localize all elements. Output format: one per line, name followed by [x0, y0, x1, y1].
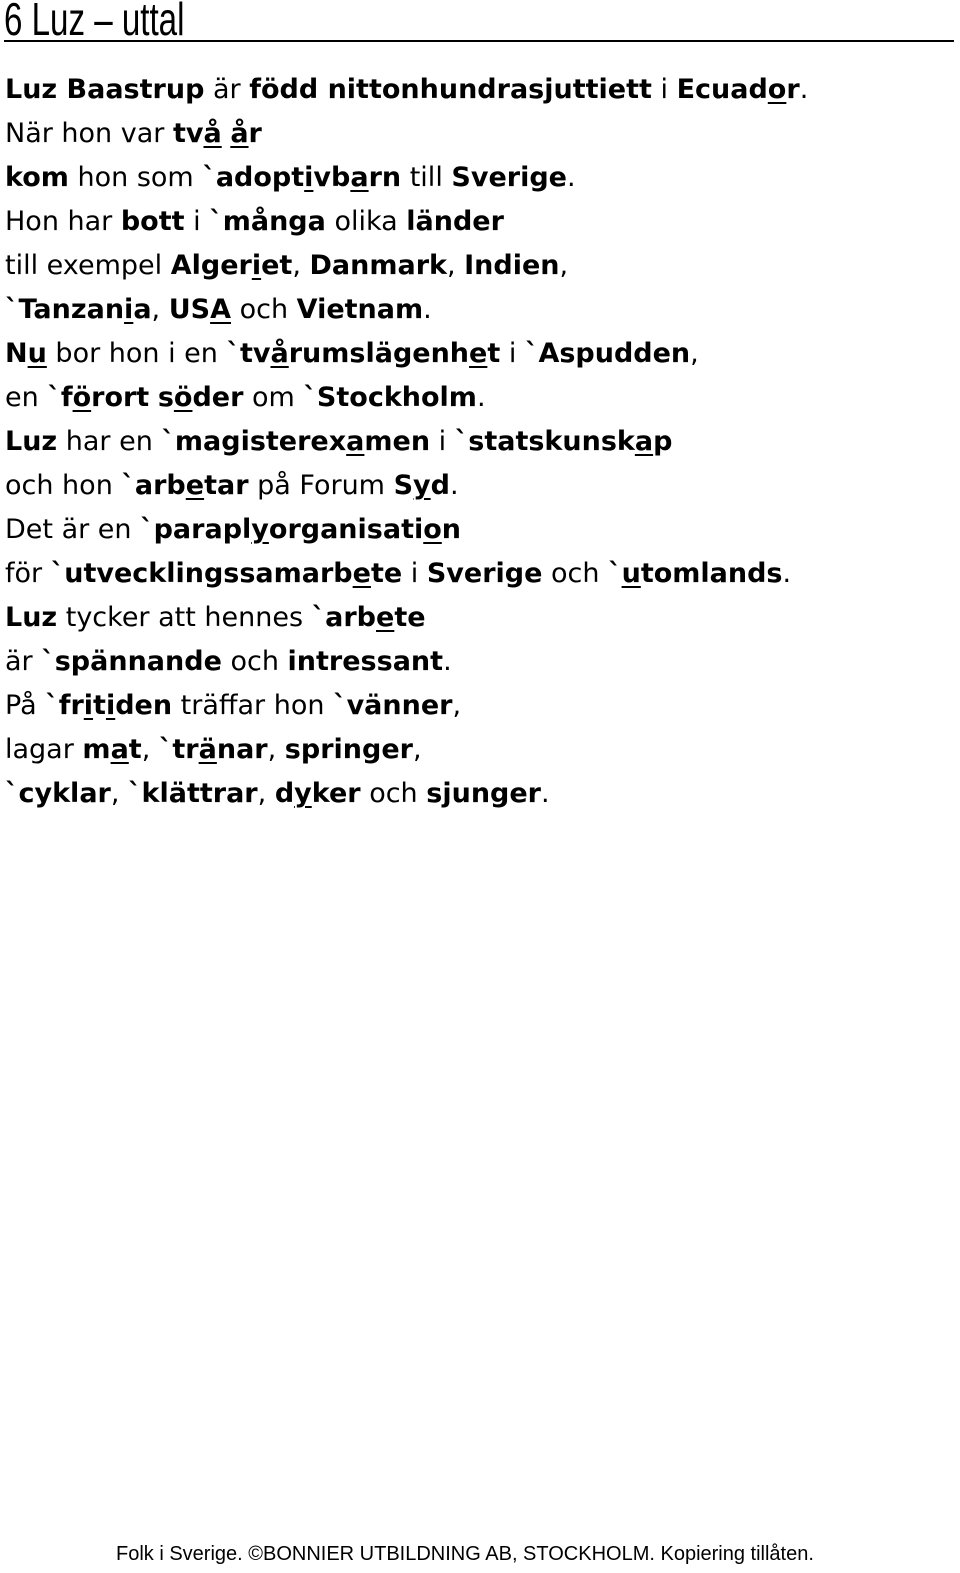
emphasized-word: den: [115, 690, 173, 721]
text-segment: ,: [412, 734, 422, 765]
emphasized-word: `fr: [45, 690, 84, 721]
text-segment: ,: [267, 734, 285, 765]
stressed-letter: A: [210, 294, 231, 325]
emphasized-word: `magisterex: [161, 426, 347, 457]
text-line: [5, 508, 955, 552]
text-line: [5, 376, 955, 420]
text-segment: och: [542, 558, 609, 589]
emphasized-word: men: [364, 426, 431, 457]
text-segment: olika: [325, 206, 407, 237]
stressed-letter: i: [83, 690, 94, 721]
stressed-letter: e: [185, 470, 205, 501]
stressed-letter: e: [469, 338, 488, 369]
emphasized-word: s: [157, 382, 174, 413]
emphasized-word: d: [274, 778, 295, 809]
stressed-letter: y: [413, 470, 431, 501]
text-segment: träffar hon: [172, 690, 334, 721]
emphasized-word: Ecuad: [676, 74, 768, 105]
emphasized-word: Sverige: [451, 162, 567, 193]
text-segment: till: [401, 162, 452, 193]
emphasized-word: Luz: [5, 602, 58, 633]
emphasized-word: `Stockholm: [303, 382, 477, 413]
emphasized-word: `spännande: [41, 646, 222, 677]
emphasized-word: `många: [209, 206, 326, 237]
text-line: [5, 68, 955, 112]
text-segment: till exempel: [5, 250, 171, 281]
text-segment: .: [443, 646, 452, 677]
stressed-letter: e: [352, 558, 371, 589]
text-line: [5, 596, 955, 640]
text-segment: och: [360, 778, 427, 809]
text-segment: ,: [559, 250, 569, 281]
stressed-letter: i: [124, 294, 134, 325]
text-line: [5, 420, 955, 464]
text-segment: .: [799, 74, 809, 105]
stressed-letter: a: [110, 734, 129, 765]
text-segment: När hon var: [5, 118, 173, 149]
text-segment: [149, 382, 158, 413]
text-segment: i: [430, 426, 455, 457]
stressed-letter: ö: [173, 382, 193, 413]
stressed-letter: y: [294, 778, 312, 809]
emphasized-word: d: [430, 470, 450, 501]
emphasized-word: vb: [313, 162, 351, 193]
emphasized-word: rn: [368, 162, 402, 193]
text-segment: och: [231, 294, 297, 325]
emphasized-word: `cyklar: [5, 778, 111, 809]
text-segment: .: [476, 382, 486, 413]
emphasized-word: rumslägenh: [288, 338, 470, 369]
text-segment: På: [5, 690, 46, 721]
emphasized-word: et: [261, 250, 293, 281]
emphasized-word: Luz: [5, 426, 58, 457]
text-segment: i: [402, 558, 427, 589]
emphasized-word: bott: [120, 206, 185, 237]
emphasized-word: `Tanzan: [5, 294, 125, 325]
emphasized-word: `tv: [226, 338, 271, 369]
emphasized-word: `f: [47, 382, 73, 413]
text-line: [5, 288, 955, 332]
text-segment: .: [423, 294, 432, 325]
text-segment: bor hon i en: [46, 338, 227, 369]
text-line: [5, 156, 955, 200]
emphasized-word: `utvecklingssamarb: [50, 558, 353, 589]
stressed-letter: a: [350, 162, 369, 193]
emphasized-word: tar: [204, 470, 249, 501]
text-segment: på Forum: [248, 470, 394, 501]
text-segment: .: [449, 470, 459, 501]
emphasized-word: t: [93, 690, 106, 721]
emphasized-word: t: [487, 338, 501, 369]
stressed-letter: i: [105, 690, 116, 721]
stressed-letter: a: [634, 426, 654, 457]
emphasized-word: Luz Baastrup: [5, 74, 205, 105]
stressed-letter: y: [251, 514, 269, 545]
emphasized-word: rort: [91, 382, 150, 413]
text-segment: Det är en: [5, 514, 141, 545]
emphasized-word: Alger: [170, 250, 252, 281]
text-line: [5, 772, 955, 816]
text-line: [5, 464, 955, 508]
emphasized-word: te: [370, 558, 403, 589]
text-segment: Hon har: [5, 206, 121, 237]
emphasized-word: organisati: [268, 514, 424, 545]
emphasized-word: `tr: [158, 734, 199, 765]
emphasized-word: `statskunsk: [454, 426, 635, 457]
text-line: [5, 244, 955, 288]
text-line: [5, 684, 955, 728]
emphasized-word: `Aspudden: [524, 338, 691, 369]
emphasized-word: född nittonhundrasjuttiett: [249, 74, 652, 105]
text-segment: och: [221, 646, 288, 677]
emphasized-word: `vänner: [333, 690, 453, 721]
emphasized-word: tv: [172, 118, 204, 149]
stressed-letter: u: [621, 558, 641, 589]
stressed-letter: e: [376, 602, 395, 633]
emphasized-word: p: [653, 426, 673, 457]
text-line: [5, 640, 955, 684]
text-segment: .: [541, 778, 550, 809]
copyright-footer: Folk i Sverige. ©BONNIER UTBILDNING AB, STOCKHOLM. Kopiering tillåten.: [116, 1543, 814, 1565]
emphasized-word: Danmark: [309, 250, 447, 281]
emphasized-word: r: [248, 118, 262, 149]
emphasized-word: kom: [5, 162, 69, 193]
text-segment: ,: [690, 338, 699, 369]
stressed-letter: å: [203, 118, 222, 149]
text-line: [5, 332, 955, 376]
text-segment: ,: [257, 778, 275, 809]
emphasized-word: t: [128, 734, 142, 765]
text-segment: och hon: [5, 470, 122, 501]
text-segment: .: [566, 162, 576, 193]
emphasized-word: US: [168, 294, 211, 325]
emphasized-word: Vietnam: [296, 294, 424, 325]
stressed-letter: o: [767, 74, 787, 105]
emphasized-word: S: [393, 470, 414, 501]
stressed-letter: a: [346, 426, 365, 457]
text-segment: hon som: [68, 162, 203, 193]
pronunciation-text: [5, 68, 955, 816]
emphasized-word: `: [608, 558, 622, 589]
chapter-title-text: 6 Luz – uttal: [4, 0, 185, 45]
emphasized-word: länder: [406, 206, 504, 237]
text-segment: i: [500, 338, 525, 369]
emphasized-word: nar: [216, 734, 268, 765]
text-line: [5, 112, 955, 156]
text-segment: i: [184, 206, 210, 237]
emphasized-word: intressant: [287, 646, 444, 677]
emphasized-word: te: [394, 602, 426, 633]
stressed-letter: ö: [72, 382, 92, 413]
stressed-letter: o: [423, 514, 442, 545]
chapter-title: [4, 0, 954, 45]
text-segment: ,: [141, 734, 159, 765]
text-segment: är: [5, 646, 42, 677]
emphasized-word: Indien: [464, 250, 560, 281]
text-segment: en: [5, 382, 48, 413]
text-segment: ,: [446, 250, 465, 281]
emphasized-word: der: [192, 382, 244, 413]
stressed-letter: å: [230, 118, 249, 149]
emphasized-word: `adopt: [202, 162, 305, 193]
emphasized-word: n: [441, 514, 462, 545]
text-line: [5, 552, 955, 596]
stressed-letter: i: [304, 162, 314, 193]
stressed-letter: u: [27, 338, 47, 369]
emphasized-word: a: [133, 294, 152, 325]
emphasized-word: m: [82, 734, 111, 765]
text-segment: ,: [452, 690, 462, 721]
emphasized-word: sjunger: [426, 778, 541, 809]
emphasized-word: r: [786, 74, 800, 105]
text-segment: .: [782, 558, 792, 589]
text-segment: har en: [57, 426, 162, 457]
text-segment: i: [651, 74, 677, 105]
text-segment: ,: [292, 250, 310, 281]
text-segment: lagar: [5, 734, 83, 765]
emphasized-word: springer: [284, 734, 413, 765]
text-segment: för: [5, 558, 51, 589]
emphasized-word: tomlands: [640, 558, 783, 589]
emphasized-word: Sverige: [426, 558, 543, 589]
emphasized-word: `klättrar: [128, 778, 258, 809]
emphasized-word: `arb: [311, 602, 377, 633]
text-segment: ,: [151, 294, 169, 325]
text-segment: om: [243, 382, 304, 413]
text-segment: ,: [110, 778, 129, 809]
text-segment: tycker att hennes: [57, 602, 312, 633]
stressed-letter: ä: [198, 734, 217, 765]
text-segment: är: [204, 74, 250, 105]
emphasized-word: `arb: [121, 470, 186, 501]
text-line: [5, 200, 955, 244]
stressed-letter: i: [251, 250, 262, 281]
emphasized-word: N: [5, 338, 28, 369]
text-line: [5, 728, 955, 772]
emphasized-word: `parapl: [140, 514, 252, 545]
emphasized-word: ker: [311, 778, 361, 809]
stressed-letter: å: [270, 338, 289, 369]
